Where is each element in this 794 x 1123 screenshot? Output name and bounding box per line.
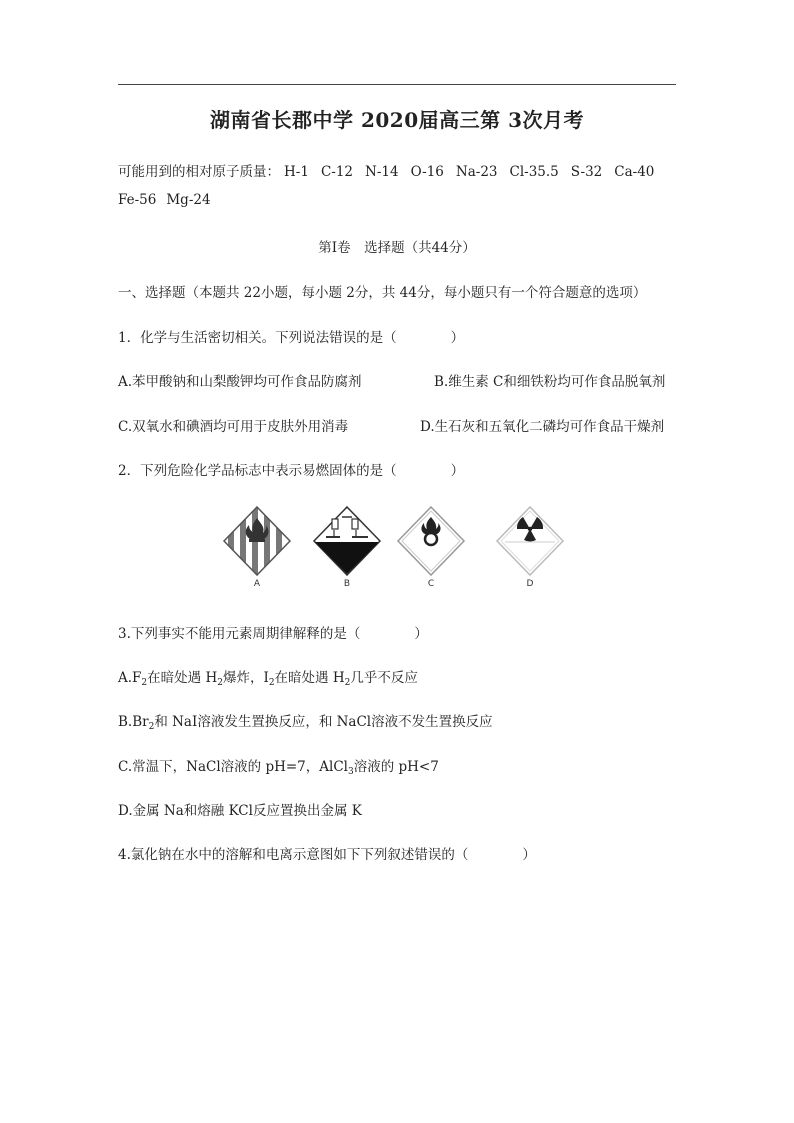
mass-item: O-16: [410, 164, 444, 180]
sign-label: D: [526, 579, 534, 589]
mass-item: N-14: [365, 164, 399, 180]
mass-item: Ca-40: [614, 164, 655, 180]
oxidizer-icon: [396, 505, 466, 577]
q2-stem: 2．下列危险化学品标志中表示易燃固体的是（ ）: [118, 463, 465, 479]
q4-stem: 4.氯化钠在水中的溶解和电离示意图如下下列叙述错误的（ ）: [118, 847, 536, 863]
mass-item: Cl-35.5: [509, 164, 559, 180]
q1-option-a: A.苯甲酸钠和山梨酸钾均可作食品防腐剂: [118, 374, 362, 390]
corrosive-sign: [312, 505, 382, 595]
q1-stem: 1．化学与生活密切相关。下列说法错误的是（ ）: [118, 330, 465, 346]
mass-item: Fe-56: [118, 192, 157, 208]
page-title: 湖南省长郡中学 2020届高三第 3次月考: [209, 108, 584, 132]
hazard-signs: [222, 505, 567, 597]
oxidizer-sign: [396, 505, 466, 595]
q3-option-c: C.常温下，NaCl溶液的 pH=7，AlCl$_3$溶液的 pH<7: [118, 759, 439, 777]
mass-item: H-1: [284, 164, 309, 180]
atomic-masses-lead: 可能用到的相对原子质量：: [118, 164, 280, 180]
q3-option-d: D.金属 Na和熔融 KCl反应置换出金属 K: [118, 803, 362, 819]
q1-option-d: D.生石灰和五氧化二磷均可作食品干燥剂: [420, 419, 665, 435]
atomic-masses-line: [118, 160, 676, 180]
radioactive-sign: [495, 505, 565, 595]
header-rule: [118, 84, 676, 85]
radioactive-icon: [495, 505, 565, 577]
flammable-solid-icon: [222, 505, 292, 577]
sign-label: B: [343, 579, 351, 589]
sign-label: C: [427, 579, 435, 589]
q3-option-b: $B.Br_2$和 NaI溶液发生置换反应，和 NaCl溶液不发生置换反应: [118, 714, 493, 732]
mass-item: C-12: [320, 164, 354, 180]
q3-option-a: $A.F_2$在暗处遇 $H_2$爆炸，$I_2$在暗处遇 $H_2$几乎不反应: [118, 670, 418, 688]
section-heading: 第Ⅰ卷 选择题（共44分）: [318, 240, 476, 256]
q1-option-c: C.双氧水和碘酒均可用于皮肤外用消毒: [118, 419, 349, 435]
corrosive-icon: [312, 505, 382, 577]
mass-item: Na-23: [455, 164, 498, 180]
q1-option-b: B.维生素 C和细铁粉均可作食品脱氧剂: [434, 374, 666, 390]
atomic-masses-line-2: [118, 192, 221, 208]
sign-label: A: [253, 579, 261, 589]
mass-item: Mg-24: [166, 192, 211, 208]
mass-item: S-32: [570, 164, 603, 180]
section-instructions: 一、选择题（本题共 22小题，每小题 2分，共 44分，每小题只有一个符合题意的选项）: [118, 285, 647, 301]
flammable-solid-sign: [222, 505, 292, 595]
q3-stem: 3.下列事实不能用元素周期律解释的是（ ）: [118, 626, 428, 642]
